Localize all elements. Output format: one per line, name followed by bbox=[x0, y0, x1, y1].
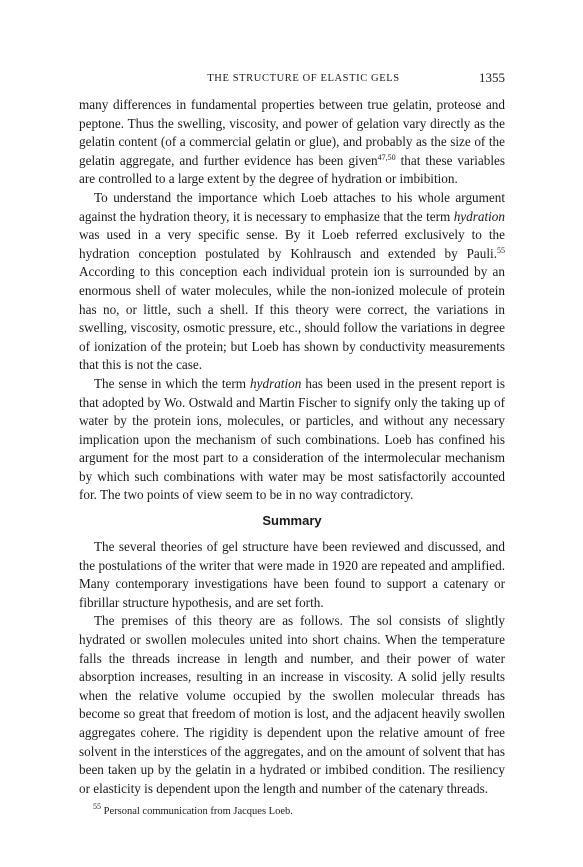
text-run: To understand the importance which Loeb attaches to his whole argument against the hydration theory, it is necessary to emphasize that the term bbox=[79, 189, 505, 224]
paragraph-hydration-theory bbox=[79, 189, 505, 375]
text-run: The sense in which the term bbox=[94, 375, 251, 391]
footnote bbox=[79, 802, 505, 819]
running-head bbox=[102, 70, 505, 88]
paragraph-term-sense bbox=[79, 375, 505, 505]
text-run: many differences in fundamental properties between true gelatin, proteose and peptone. Thus the swelling, viscosity, and power of gelation vary directly as the gelatin content (of a commercial gelatin or glue), and probably as the size of the gelatin aggregate, and further evidence has been given bbox=[79, 97, 505, 168]
page-number: 1355 bbox=[479, 70, 505, 85]
citation-superscript: 47,50 bbox=[377, 152, 396, 162]
footnote-text: Personal communication from Jacques Loeb. bbox=[101, 806, 293, 818]
paragraph-summary-theories: The several theories of gel structure have been reviewed and discussed, and the postulations of the writer that were made in 1920 are repeated and amplified. Many contemporary investigations have been found to support a catenary or fibrillar structure hypothesis, and are set forth. bbox=[79, 539, 505, 610]
italic-term: hydration bbox=[250, 375, 302, 391]
body-text bbox=[79, 96, 505, 819]
paragraph-gelatin-properties bbox=[79, 96, 505, 189]
text-run: According to this conception each individual protein ion is surrounded by an enormous shell of water molecules, while the non-ionized molecule of protein has no, or little, such a shell. If this theory were correct, the variations in swelling, viscosity, osmotic pressure, etc., should follow the variations in degree of ionization of the protein; but Loeb has shown by conductivity measurements that this is not the case. bbox=[79, 264, 505, 373]
paragraph-summary-premises: The premises of this theory are as follows. The sol consists of slightly hydrated or swollen molecules united into short chains. When the temperature falls the threads increase in length and number, and their power of water absorption increases, resulting in an increase in viscosity. A solid jelly results when the relative volume occupied by the swollen molecular threads has become so great that freedom of motion is lost, and the adjacent heavily swollen aggregates cohere. The rigidity is dependent upon the relative amount of free solvent in the interstices of the aggregates, and on the amount of solvent that has been taken up by the gelatin in a hydrated or imbibed condition. The resiliency or elasticity is dependent upon the length and number of the catenary threads. bbox=[79, 613, 505, 796]
running-title: THE STRUCTURE OF ELASTIC GELS bbox=[207, 73, 400, 84]
summary-heading: Summary bbox=[262, 513, 322, 529]
citation-superscript: 55 bbox=[497, 245, 505, 255]
text-run: was used in a very specific sense. By it Loeb referred exclusively to the hydration conception postulated by Kohlrausch and extended by Pauli. bbox=[79, 227, 505, 261]
footnote-marker: 55 bbox=[93, 802, 101, 812]
italic-term: hydration bbox=[453, 208, 505, 224]
text-run: has been used in the present report is that adopted by Wo. Ostwald and Martin Fischer to signify only the taking up of water by the protein ions, molecules, or particles, and without any necessary implication upon the mechanism of such combinations. Loeb has confined his argument for the most part to a consideration of the intermolecular mechanism by which such combinations with water may be most satisfactorily accounted for. The two points of view seem to be in no way contradictory. bbox=[79, 375, 505, 503]
text-run: that these variables are controlled to a large extent by the degree of hydration or imbibition. bbox=[79, 152, 505, 187]
